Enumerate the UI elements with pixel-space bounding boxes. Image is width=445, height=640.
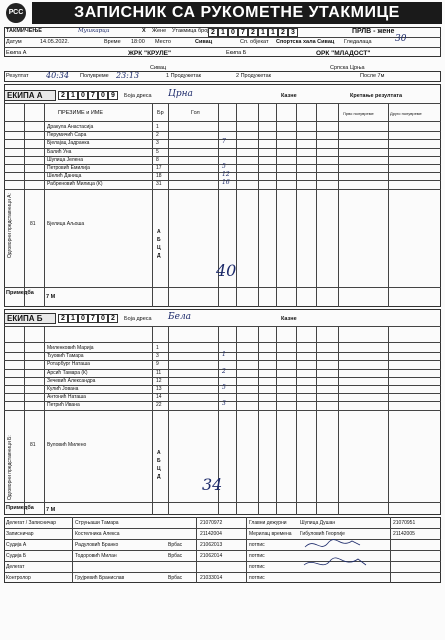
official-role-2: Главни дежурни bbox=[249, 520, 287, 526]
player-name: Зечевић Александра bbox=[47, 377, 96, 384]
team-a-name: ЖРК "КРУЛЕ" bbox=[128, 50, 172, 57]
date-value: 14.05.2022. bbox=[40, 39, 70, 45]
team-a-7m-label: 7 M bbox=[46, 294, 56, 300]
official-row-letter: А bbox=[157, 450, 161, 457]
player-number: 12 bbox=[156, 377, 162, 384]
match-number-digit: 3 bbox=[288, 28, 298, 37]
team-a-section-label: ЕКИПА А bbox=[7, 91, 43, 100]
match-number-digit: 1 bbox=[218, 28, 228, 37]
team-b-name: ОРК "МЛАДОСТ" bbox=[316, 50, 371, 57]
team-b-label: Екипа Б bbox=[226, 50, 247, 56]
match-no-label: Утакмица број bbox=[172, 28, 209, 34]
official-name: Струњаши Тамара bbox=[75, 520, 119, 526]
official-city: Врбас bbox=[168, 575, 183, 581]
team-a-code-digit: 0 bbox=[98, 91, 108, 100]
player-name: Петровић Емилија bbox=[47, 165, 90, 171]
halftime-label: Полувреме bbox=[80, 73, 109, 79]
player-goals: 5 bbox=[222, 163, 226, 170]
player-number: 8 bbox=[156, 156, 159, 163]
team-b-code-digit: 0 bbox=[98, 314, 108, 323]
match-number-digit: 2 bbox=[208, 28, 218, 37]
player-goals: 12 bbox=[222, 171, 230, 179]
official-city: Врбас bbox=[168, 553, 183, 559]
player-name: Балић Уна bbox=[47, 148, 72, 155]
player-number: 18 bbox=[156, 173, 162, 180]
match-number-digit: 1 bbox=[258, 28, 268, 37]
player-number: 22 bbox=[156, 402, 162, 409]
team-a-jersey-value: Црна bbox=[168, 89, 193, 99]
after-7m-label: После 7м bbox=[360, 73, 385, 79]
official-row-letter: А bbox=[157, 229, 161, 236]
result-value: 40:34 bbox=[46, 71, 70, 80]
official-role: Делегат bbox=[6, 564, 25, 570]
spectators-value: 30 bbox=[395, 34, 407, 44]
team-b-officials-label: Одговорни представници Б: bbox=[7, 435, 13, 500]
competition-label: ТАКМИЧЕЊЕ bbox=[6, 28, 42, 34]
official-name-2: Шупица Душан bbox=[300, 520, 336, 526]
team-a-total-goals: 40 bbox=[216, 261, 237, 280]
official-role-2: потпис bbox=[249, 575, 265, 581]
official-licence: 21033014 bbox=[200, 575, 223, 581]
official-row-letter: Ц bbox=[157, 466, 161, 473]
official-name-2: Гибуловић Георгије bbox=[300, 531, 345, 537]
official-role: Судија Б bbox=[6, 553, 27, 559]
team-a-flow-label: Кретање резултата bbox=[350, 93, 403, 99]
team-b-jersey-label: Боја дреса bbox=[124, 316, 152, 322]
team-a-code-digit: 7 bbox=[88, 91, 98, 100]
player-name: Рабреновић Милица (К) bbox=[47, 181, 103, 188]
player-number: 5 bbox=[156, 148, 159, 155]
team-b-jersey-value: Бела bbox=[168, 312, 192, 322]
team-a-col-goals: Гол bbox=[191, 110, 200, 116]
date-label: Датум bbox=[6, 39, 22, 45]
player-number: 1 bbox=[156, 345, 159, 351]
player-number: 9 bbox=[156, 361, 159, 368]
federation-logo: РСС bbox=[6, 3, 26, 23]
official-name: Тодоровић Милан bbox=[75, 553, 117, 559]
match-number-digit: 7 bbox=[238, 28, 248, 37]
team-a-code-digit: 9 bbox=[108, 91, 118, 100]
official-row-letter: Д bbox=[157, 474, 161, 481]
official-role: Контролор bbox=[6, 575, 31, 581]
team-b-code-digit: 1 bbox=[68, 314, 78, 323]
player-name: Бјелајац Јадранка bbox=[47, 140, 90, 147]
team-a-col-player: ПРЕЗИМЕ и ИМЕ bbox=[58, 110, 104, 116]
hall-label: Сп. објекат bbox=[240, 39, 269, 45]
team-b-section bbox=[4, 309, 441, 515]
official-role: Записничар bbox=[6, 531, 34, 537]
official-role-2: Мерилац времена bbox=[249, 531, 292, 537]
player-name: Ротарбург Наташа bbox=[47, 361, 90, 368]
extra-player-name: Вуловић Милено bbox=[47, 442, 87, 449]
team-a-penalties-label: Казне bbox=[281, 93, 297, 99]
ext2-label: 2 Продужетак bbox=[236, 73, 272, 79]
team-a-city: Сивац bbox=[150, 65, 167, 71]
player-name: Арсић Тамара (К) bbox=[47, 369, 88, 376]
match-number-digit: 2 bbox=[278, 28, 288, 37]
player-name: Антонић Наташа bbox=[47, 394, 86, 401]
official-role-2: потпис bbox=[249, 564, 265, 570]
team-a-officials-label: Одговорни представници А: bbox=[7, 193, 13, 258]
time-label: Време bbox=[104, 39, 121, 45]
ext1-label: 1 Продужетак bbox=[166, 73, 202, 79]
halftime-value: 23:13 bbox=[116, 71, 140, 80]
spectators-label: Гледалаца bbox=[344, 39, 372, 45]
team-b-code-digit: 2 bbox=[58, 314, 68, 323]
extra-player-number: 81 bbox=[30, 442, 36, 449]
player-name: Перумичић Сара bbox=[47, 132, 87, 139]
player-number: 17 bbox=[156, 165, 162, 171]
sheet-title: ЗАПИСНИК СА РУКОМЕТНЕ УТАКМИЦЕ bbox=[32, 2, 442, 24]
team-b-total-goals: 34 bbox=[202, 475, 223, 494]
player-number: 13 bbox=[156, 386, 162, 392]
team-a-second-half: Друго полувреме bbox=[390, 111, 422, 116]
official-role-2: потпис bbox=[249, 553, 265, 559]
team-a-code-digit: 2 bbox=[58, 91, 68, 100]
signature-1 bbox=[305, 540, 360, 547]
player-goals: 1 bbox=[222, 351, 226, 359]
place-value: Сивац bbox=[195, 39, 213, 45]
result-label: Резултат bbox=[6, 73, 29, 79]
player-number: 11 bbox=[156, 369, 162, 376]
official-city: Врбас bbox=[168, 542, 183, 548]
place-label: Место bbox=[155, 39, 171, 45]
hall-value: Спортска хала Сивац bbox=[276, 39, 335, 45]
player-number: 31 bbox=[156, 181, 162, 188]
match-number-digit: 2 bbox=[248, 28, 258, 37]
player-name: Ђуовић Тамара bbox=[47, 353, 84, 360]
referee-signatures bbox=[300, 535, 370, 585]
official-role: Делегат / Записничар bbox=[6, 520, 57, 526]
time-value: 18:00 bbox=[131, 39, 145, 45]
team-a-remarks-label: Примедба bbox=[6, 290, 34, 296]
women-mark: X bbox=[142, 28, 146, 34]
team-a-first-half: Прво полувреме bbox=[343, 111, 374, 116]
match-number-digit: 0 bbox=[228, 28, 238, 37]
player-goals: 2 bbox=[222, 367, 226, 375]
team-a-col-no: Бр bbox=[157, 110, 164, 116]
official-row-letter: Ц bbox=[157, 245, 161, 252]
player-goals: 7 bbox=[222, 138, 226, 146]
team-b-code-digit: 2 bbox=[108, 314, 118, 323]
team-a-label: Екипа А bbox=[6, 50, 27, 56]
player-number: 2 bbox=[156, 132, 159, 139]
player-number: 14 bbox=[156, 394, 162, 401]
signature-2 bbox=[304, 558, 366, 565]
team-b-city: Српска Црња bbox=[330, 65, 365, 71]
player-number: 3 bbox=[156, 140, 159, 147]
player-goals: 16 bbox=[222, 179, 230, 187]
official-name: Радуловић Бранко bbox=[75, 542, 119, 548]
player-goals: 3 bbox=[222, 400, 226, 408]
team-a-jersey-label: Боја дреса bbox=[124, 93, 152, 99]
official-licence: 21070972 bbox=[200, 520, 223, 526]
player-name: Петрић Ивана bbox=[47, 402, 80, 409]
team-b-code-digit: 0 bbox=[78, 314, 88, 323]
player-name: Дракула Анастасија bbox=[47, 124, 94, 130]
official-role: Судија А bbox=[6, 542, 27, 548]
official-row-letter: Д bbox=[157, 253, 161, 260]
official-row-letter: Б bbox=[157, 237, 161, 244]
official-licence: 21062013 bbox=[200, 542, 223, 548]
player-name: Шелић Даница bbox=[47, 173, 82, 180]
official-licence: 21142004 bbox=[200, 531, 222, 537]
official-role-2: потпис bbox=[249, 542, 265, 548]
women-label: Жене bbox=[152, 28, 167, 34]
team-b-penalties-label: Казне bbox=[281, 316, 297, 322]
official-name: Костелника Алекса bbox=[75, 531, 120, 537]
competition-value: Мушкарци bbox=[78, 28, 110, 34]
player-name: Кулић Јована bbox=[47, 386, 79, 392]
team-b-remarks-label: Примедба bbox=[6, 505, 34, 511]
player-number: 3 bbox=[156, 353, 159, 360]
player-goals: 5 bbox=[222, 384, 226, 391]
team-b-section-label: ЕКИПА Б bbox=[7, 314, 43, 323]
match-number-digit: 1 bbox=[268, 28, 278, 37]
team-b-7m-label: 7 M bbox=[46, 507, 56, 513]
official-name: Грујревић Бранислав bbox=[75, 575, 125, 581]
team-a-code-digit: 0 bbox=[78, 91, 88, 100]
team-b-code-digit: 7 bbox=[88, 314, 98, 323]
official-licence-2: 21142005 bbox=[393, 531, 415, 537]
league-value: ПРЛВ - жене bbox=[352, 28, 395, 35]
player-name: Шупица Јелена bbox=[47, 156, 83, 163]
player-name: Миленковић Марија bbox=[47, 345, 94, 351]
team-a-code-digit: 1 bbox=[68, 91, 78, 100]
official-row-letter: Б bbox=[157, 458, 161, 465]
player-number: 1 bbox=[156, 124, 159, 130]
official-licence: 21062014 bbox=[200, 553, 223, 559]
extra-player-name: Бјелица Аљоша bbox=[47, 221, 85, 228]
official-licence-2: 21070951 bbox=[393, 520, 416, 526]
sheet-header bbox=[0, 0, 445, 26]
extra-player-number: 81 bbox=[30, 221, 36, 228]
